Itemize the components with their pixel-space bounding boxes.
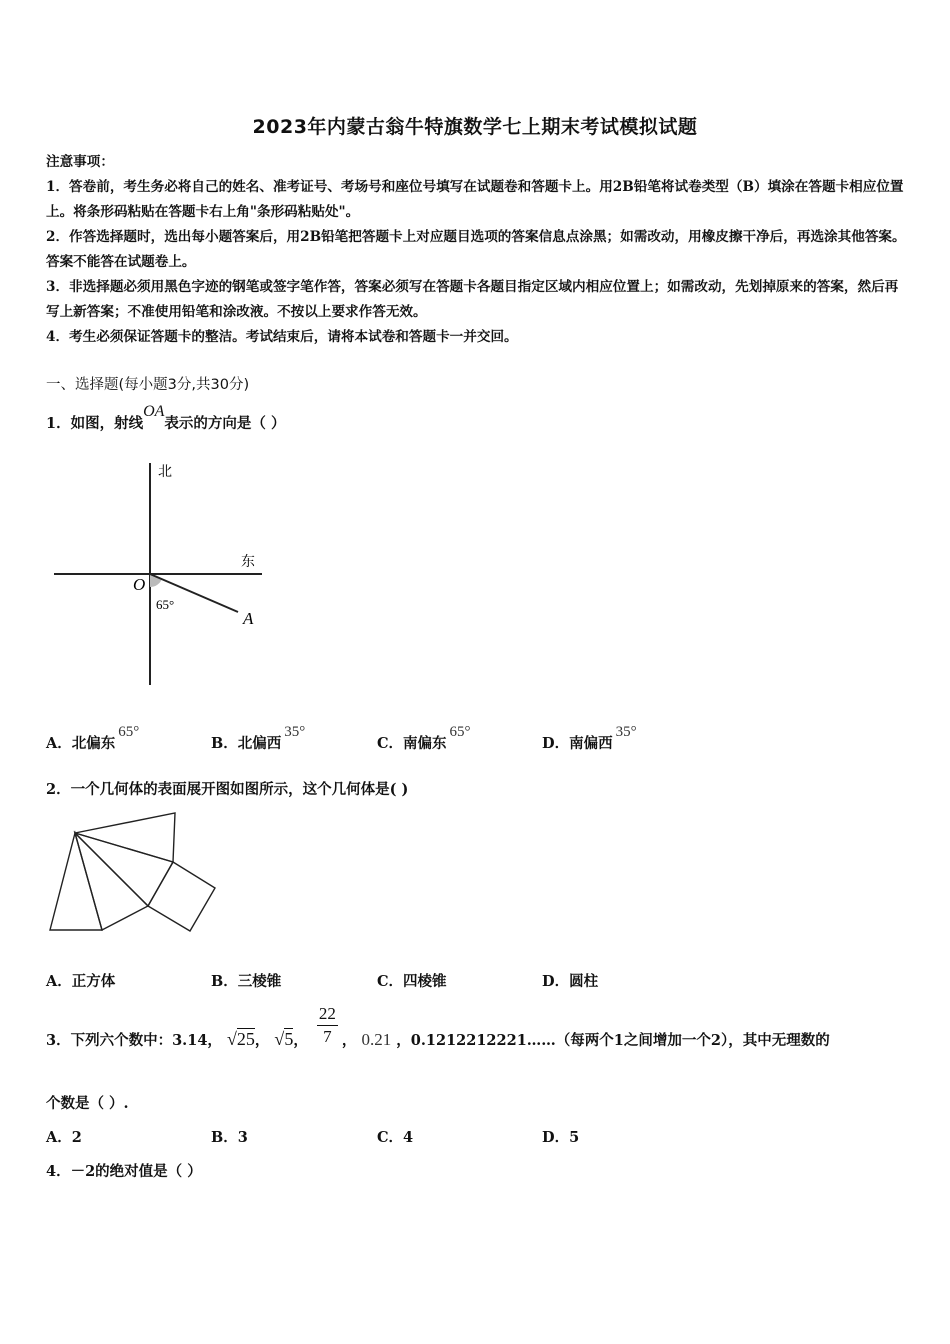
option-label: B．北偏西 [211,735,282,752]
q1-ray-label: OA [143,403,165,420]
question-1 [46,403,286,433]
notice-block [46,150,906,350]
notice-heading: 注意事项： [46,154,114,170]
repeating-decimal: 0.21 [361,1030,392,1049]
q2-option-b[interactable]: B．三棱锥 [211,973,282,990]
option-label: D．南偏西 [542,735,613,752]
q3-rest: ，0.1212212221……（每两个1之间增加一个2），其中无理数的 [396,1032,830,1049]
net-square-base [148,862,215,931]
sqrt-5: √5 [274,1029,294,1049]
option-degree: 65° [449,724,471,740]
net-triangle-left [50,833,102,930]
q3-prefix: 3．下列六个数中：3.14， [46,1032,222,1049]
q1-option-c[interactable] [377,724,471,753]
q2-option-c[interactable]: C．四棱锥 [377,973,447,990]
notice-item-3: 3．非选择题必须用黑色字迹的钢笔或签字笔作答，答案必须写在答题卡各题目指定区域内相应位置上；如需改动，先划掉原来的答案，然后再写上新答案；不准使用铅笔和涂改液。不按以上要求作答无效。 [46,279,899,320]
q3-option-b[interactable]: B．3 [211,1129,248,1146]
q1-suffix: 表示的方向是（ ） [164,415,286,432]
option-degree: 35° [615,724,637,740]
north-label: 北 [158,465,172,480]
q1-option-d[interactable] [542,724,637,753]
compass-figure [40,455,270,695]
q3-option-c[interactable]: C．4 [377,1129,414,1146]
net-figure [40,805,230,940]
sqrt-5-radicand: 5 [284,1029,294,1049]
option-degree: 65° [118,724,140,740]
point-a-label: A [243,609,254,628]
q3-option-d[interactable]: D．5 [542,1129,580,1146]
q2-option-d[interactable]: D．圆柱 [542,973,599,990]
q1-prefix: 1．如图，射线 [46,415,144,432]
fraction-numerator: 22 [317,1003,338,1026]
option-degree: 35° [284,724,306,740]
fraction-denominator: 7 [323,1027,332,1046]
net-triangle-right [75,833,173,906]
east-label: 东 [241,555,255,570]
question-2: 2．一个几何体的表面展开图如图所示，这个几何体是( ) [46,781,409,798]
sqrt-25: √25 [226,1029,255,1049]
q3-line2: 个数是（ ）. [46,1095,129,1112]
fraction-22-7 [317,1003,338,1048]
q1-option-a[interactable] [46,724,140,753]
notice-item-1: 1．答卷前，考生务必将自己的姓名、准考证号、考场号和座位号填写在试题卷和答题卡上。用2B铅笔将试卷类型（B）填涂在答题卡相应位置上。将条形码粘贴在答题卡右上角"条形码粘贴处"。 [46,179,904,220]
question-3: 3．下列六个数中：3.14， √25， √5， $\frac{22}{7}$ ， 0.21 ，0.1212212221……（每两个1之间增加一个2），其中无理数的 [46,1004,830,1049]
section-heading: 一、选择题(每小题3分,共30分) [46,377,250,393]
option-label: C．南偏东 [377,735,447,752]
question-4: 4．－2的绝对值是（ ） [46,1163,202,1180]
notice-item-4: 4．考生必须保证答题卡的整洁。考试结束后，请将本试卷和答题卡一并交回。 [46,329,518,345]
angle-label: 65° [156,597,175,612]
origin-label: O [133,575,146,594]
net-triangle-mid [75,833,148,930]
q3-option-a[interactable]: A．2 [46,1129,82,1146]
q1-option-b[interactable] [211,724,306,753]
page-title: 2023年内蒙古翁牛特旗数学七上期末考试模拟试题 [252,116,698,138]
notice-item-2: 2．作答选择题时，选出每小题答案后，用2B铅笔把答题卡上对应题目选项的答案信息点涂黑；如需改动，用橡皮擦干净后，再选涂其他答案。答案不能答在试题卷上。 [46,229,906,270]
option-label: A．北偏东 [46,735,116,752]
q2-option-a[interactable]: A．正方体 [46,973,116,990]
sqrt-25-radicand: 25 [236,1029,255,1049]
